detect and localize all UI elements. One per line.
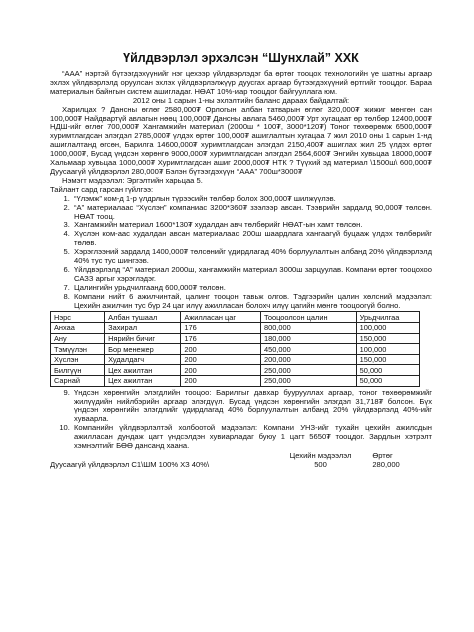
table-cell: Хүслэн	[51, 354, 105, 365]
table-cell: Ану	[51, 333, 105, 344]
document-title: Үйлдвэрлэл эрхэлсэн “Шунхлай” ХХК	[123, 51, 359, 65]
table-cell: 800,000	[260, 323, 356, 334]
list-item: 10. Компанийн үйлдвэрлэлтэй холбоотой мэдээлэл: Компани УНЗ-ийг тухайн цехийн ажилсдын ажилласан дундаж цагт үндсэлдэн хувиарладаг буюу 1 цагт 5650₮ тооцдог. Зардлын хэтрэлт хэмнэлтийг БӨӨ дансанд хаана.	[72, 424, 432, 451]
table-cell: 250,000	[260, 365, 356, 376]
table-cell: 200	[181, 365, 261, 376]
cost-cell: 280,000	[372, 459, 400, 469]
table-cell: 200	[181, 354, 261, 365]
table-cell: 50,000	[356, 365, 419, 376]
staff-table	[50, 311, 420, 386]
table-cell: 150,000	[356, 333, 419, 344]
table-cell: 100,000	[356, 323, 419, 334]
table-cell: Цех ажилтан	[105, 376, 181, 387]
table-cell: 150,000	[356, 354, 419, 365]
table-header-cell: Ажилласан цаг	[181, 312, 261, 323]
table-cell: Тэмүүлэн	[51, 344, 105, 355]
table-cell: 200	[181, 376, 261, 387]
table-row	[51, 354, 420, 365]
cost-cell: Дуусаагүй үйлдвэрлэл С1\ШМ 100% ХЗ 40%\	[50, 459, 210, 469]
table-header-cell: Нэрс	[51, 312, 105, 323]
list-item: 6. Үйлдвэрлэлд “А” материал 2000ш, хангамжийн материал 3000ш зарцуулав. Компани өртөг тооцохоо САЗЗ аргыг хэрэглэдэг.	[72, 266, 432, 284]
table-header-row	[51, 312, 420, 323]
table-row	[51, 365, 420, 376]
table-cell: Билгүүн	[51, 365, 105, 376]
table-cell: Анхаа	[51, 323, 105, 334]
table-cell: 180,000	[260, 333, 356, 344]
list-item: 2. “А” материалаас “Хүслэн” компаниас 3200*360₮ зээлээр авсан. Тээврийн зардалд 90,000₮ төлсөн. НӨАТ тооц.	[72, 204, 432, 222]
table-header-cell: Урьдчилгаа	[356, 312, 419, 323]
table-cell: Захирал	[105, 323, 181, 334]
cost-cell: 500	[314, 459, 327, 469]
cost-table	[50, 452, 432, 470]
table-cell: 176	[181, 333, 261, 344]
table-cell: 200	[181, 344, 261, 355]
list-item: 8. Компани нийт 6 ажилчинтай, цалинг тооцон тавьж олгов. Тэдгээрийн цалин хөлсний мэдээлэл: Цехийн ажилчин тус бүр 24 цаг илүү ажилласан болохч илүү цагийн мөнгө тооцоогүй болно.	[72, 293, 432, 311]
balance-paragraph: Харилцах ? Дансны өглөг 2580,000₮ Орлогын албан татварын өглөг 320,000₮ жижиг мөнгөн сан 100,000₮ Найдвартүй авлагын нөөц 100,000₮ Дансны авлага 5460,000₮ Урт хугацаат өр төлбөр 12400,000₮ НДШ-ийг өглөг 700,000₮ Хангамжийн материал (2000ш * 100₮, 3000*120₮) Тоног төхөөрөмж 6500,000₮ хуримтлагдсан элэгдэл 2785,000₮ үлдэх өртөг 100,000₮ ашиглалтын хугацаа 7 жил 2010 оны 1 сарын 1-нд ашиглалтанд өгсөн, Барилга 14600,000₮ хуримтлагдсан элэгдэл 2150,400₮ ашиглах жил 25 үлдэх өртөг 1000,000₮, Бусад үндсэн хөрөнгө 9000,000₮ хуримтлагдсан элэгдэл 2564,600₮ Энгийн хувьцаа 18000,000₮ Хальмаар хувьцаа 1000,000₮ Хуримтлагдсан ашиг 2000,000₮ НТК ? Түүхий эд материал \1500ш\ 600,000₮ Дуусаагүй үйлдвэрлэл 280,000₮ Бэлэн бүтээгдэхүүн “ААА” 700ш*3000₮	[50, 104, 432, 176]
table-cell: 176	[181, 323, 261, 334]
list-item: 5. Хэрэглээний зардалд 1400,000₮ төлсөнийг үдирдлагад 40% борлуулалтын албанд 20% үйлдвэрлэлд 40% тус тус шингээв.	[72, 248, 432, 266]
table-cell: 50,000	[356, 376, 419, 387]
table-row	[51, 333, 420, 344]
table-cell: Бор менежер	[105, 344, 181, 355]
table-cell: 200,000	[260, 354, 356, 365]
table-row	[51, 376, 420, 387]
transactions-intro: Тайлант сард гарсан гүйлгээ:	[50, 184, 154, 194]
transactions-list-continued	[50, 389, 432, 451]
cost-header-cell: Цехийн мэдээлэл	[289, 450, 352, 460]
table-cell: 100,000	[356, 344, 419, 355]
cost-header-cell: Өртөг	[372, 450, 393, 460]
table-header-cell: Албан тушаал	[105, 312, 181, 323]
cost-table-row	[50, 461, 432, 470]
list-item: 7. Цалингийн урьдчилгаанд 600,000₮ төлсөн.	[72, 284, 432, 293]
table-row	[51, 323, 420, 334]
intro-paragraph: “ААА” нэртэй бүтээгдэхүүнийг нэг цехээр үйлдвэрлэдэг ба өртөг тооцох технологийн үе шатны аргаар эхлэх үйлдвэрлэлд оруулсан эхлэх үйлдвэрлэлжүүр дуусгах аргаар бүтээгдэхүүний өртгийг тооцдог. Бараа материалын байнгын систем ашигладаг. НӨАТ 10%-иар тооцдог байгууллага юм.	[50, 69, 432, 96]
list-item: 3. Хангамжийн материал 1600*130₮ худалдан авч төлбөрийг НӨАТ-ын хамт төлсөн.	[72, 221, 432, 230]
table-cell: Худалдагч	[105, 354, 181, 365]
list-item: 9. Үндсэн хөрөнгийн элэгдлийн тооцоо: Барилгыг давхар буурууллах аргаар, тоног төхөөрөмжийг жилүүдийн нийлбэрийн аргаар элэгдүүл. Бусад үндсэн хөрөнгийн элэгдэл 31,718₮ болсон. Бүх үндсэн хөрөнгийн элэгдлийг үдирдлагад 40% борлуулалтын албанд 20% үйлдвэрлэлд 40%-ийг хуваарла.	[72, 389, 432, 425]
list-item: 4. Хүслэн ком-аас худалдан авсан материалаас 200ш шаардлага хангаагүй буцааж үлдэх төлбөрийг төлөв.	[72, 230, 432, 248]
table-row	[51, 344, 420, 355]
transactions-list	[50, 195, 432, 311]
list-item: 1. “Үлэмж” ком-д 1-р үлдрлын түрээсийн төлбөр болох 300,000₮ шилжүүлэв.	[72, 195, 432, 204]
additional-info: Нэмэгт мэдээлэл: Эргэлтийн харьцаа 5.	[62, 175, 203, 185]
table-header-cell: Тооцоолсон цалин	[260, 312, 356, 323]
table-cell: Сарнай	[51, 376, 105, 387]
balance-intro: 2012 оны 1 сарын 1-ны эхлэлтийн баланс дараах байдалтай:	[132, 95, 350, 105]
table-cell: 250,000	[260, 376, 356, 387]
table-cell: Нярийн бичиг	[105, 333, 181, 344]
table-cell: Цех ажилтан	[105, 365, 181, 376]
table-cell: 450,000	[260, 344, 356, 355]
